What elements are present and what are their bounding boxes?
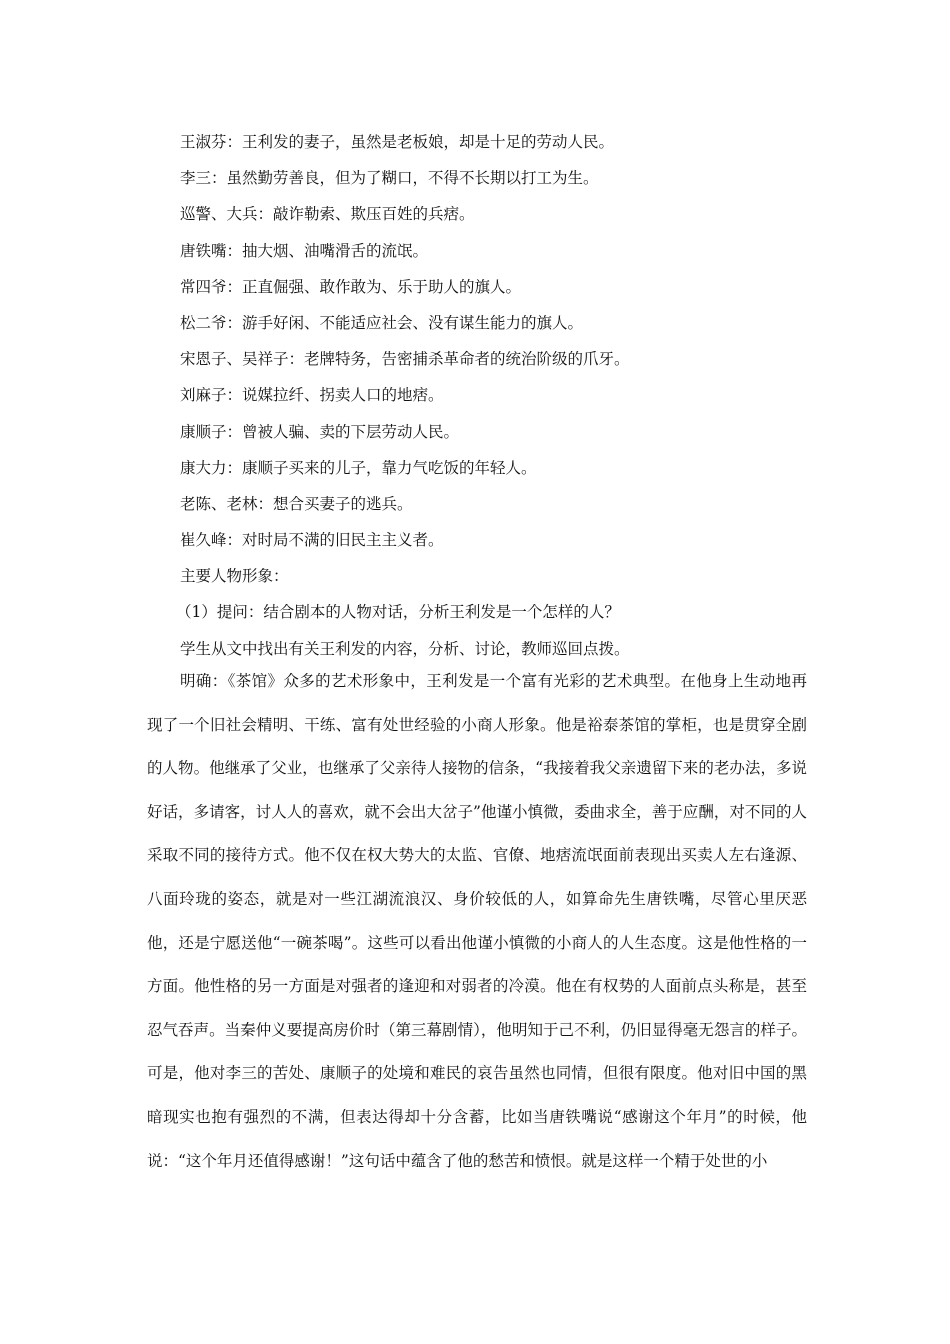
- character-list: [176, 124, 840, 667]
- character-line: 宋恩子、吴祥子：老牌特务，告密捕杀革命者的统治阶级的爪牙。: [180, 350, 630, 369]
- question-line: （1）提问：结合剧本的人物对话，分析王利发是一个怎样的人？: [176, 603, 620, 622]
- character-line: 李三：虽然勤劳善良，但为了糊口，不得不长期以打工为生。: [180, 169, 599, 188]
- character-line: 老陈、老林：想合买妻子的逃兵。: [180, 494, 413, 513]
- character-line: 王淑芬：王利发的妻子，虽然是老板娘，却是十足的劳动人民。: [180, 133, 615, 151]
- section-heading: 主要人物形象：: [180, 567, 289, 586]
- character-line: 唐铁嘴：抽大烟、油嘴滑舌的流氓。: [180, 241, 429, 260]
- character-line: 常四爷：正直倔强、敢作敢为、乐于助人的旗人。: [180, 277, 522, 296]
- activity-line: 学生从文中找出有关王利发的内容，分析、讨论，教师巡回点拨。: [180, 639, 630, 658]
- character-line: 巡警、大兵：敲诈勒索、欺压百姓的兵痞。: [180, 205, 475, 224]
- character-line: 康顺子：曾被人骗、卖的下层劳动人民。: [180, 422, 460, 441]
- answer-paragraph: 明确：《茶馆》众多的艺术形象中，王利发是一个富有光彩的艺术典型。在他身上生动地再现了一个旧社会精明、干练、富有处世经验的小商人形象。他是裕泰茶馆的掌柜，也是贯穿全剧的人物。他继承了父业，也继承了父亲待人接物的信条，“我接着我父亲遗留下来的老办法，多说好话，多请客，讨人人的喜欢，就不会出大岔子”他谨小慎微，委曲求全，善于应酬，对不同的人采取不同的接待方式。他不仅在权大势大的太监、官僚、地痞流氓面前表现出买卖人左右逢源、八面玲珑的姿态，就是对一些江湖流浪汉、身价较低的人，如算命先生唐铁嘴，尽管心里厌恶他，还是宁愿送他“一碗茶喝”。这些可以看出他谨小慎微的小商人的人生态度。这是他性格的一方面。他性格的另一方面是对强者的逢迎和对弱者的冷漠。他在有权势的人面前点头称是，甚至忍气吞声。当秦仲义要提高房价时（第三幕剧情），他明知于己不利，仍旧显得毫无怨言的样子。可是，他对李三的苦处、康顺子的处境和难民的哀告虽然也同情，但很有限度。他对旧中国的黑暗现实也抱有强烈的不满，但表达得却十分含蓄，比如当唐铁嘴说“感谢这个年月”的时候，他说：“这个年月还值得感谢！”这句话中蕴含了他的愁苦和愤恨。就是这样一个精于处世的小: [147, 672, 807, 1170]
- character-line: 崔久峰：对时局不满的旧民主主义者。: [180, 531, 444, 550]
- character-line: 康大力：康顺子买来的儿子，靠力气吃饭的年轻人。: [180, 458, 537, 477]
- character-line: 松二爷：游手好闲、不能适应社会、没有谋生能力的旗人。: [180, 313, 584, 332]
- character-line: 刘麻子：说媒拉纤、拐卖人口的地痞。: [180, 386, 444, 405]
